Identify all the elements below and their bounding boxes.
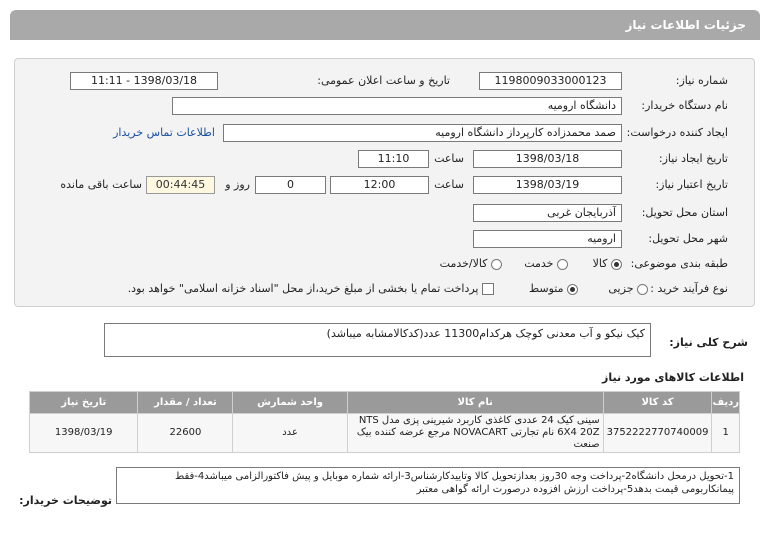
table-header-row — [30, 392, 740, 414]
process-option-minor[interactable]: جزیی — [608, 281, 648, 297]
column-header-date: تاریخ نیاز — [30, 392, 138, 414]
cell-code: 3752222770740009 — [603, 414, 712, 453]
remaining-time-counter: 00:44:45 — [146, 176, 215, 194]
province-field[interactable]: آذربایجان غربی — [473, 204, 622, 222]
created-time-field[interactable]: 11:10 — [358, 150, 429, 168]
valid-date-field[interactable]: 1398/03/19 — [473, 176, 622, 194]
created-time-label: ساعت — [434, 152, 464, 165]
need-number-label: شماره نیاز: — [675, 74, 728, 87]
column-header-unit: واحد شمارش — [233, 392, 347, 414]
page-title: جزئیات اطلاعات نیاز — [10, 10, 760, 40]
category-option-goods-service[interactable]: کالا/خدمت — [440, 256, 502, 272]
buyer-notes-label: توضیحات خریدار: — [19, 494, 112, 507]
checkbox-icon[interactable] — [482, 283, 494, 295]
radio-icon[interactable] — [637, 284, 648, 295]
column-header-quantity: تعداد / مقدار — [138, 392, 233, 414]
announce-date-field[interactable]: 1398/03/18 - 11:11 — [70, 72, 218, 90]
province-label: استان محل تحویل: — [641, 206, 728, 219]
radio-icon[interactable] — [491, 259, 502, 270]
requester-label: ایجاد کننده درخواست: — [626, 126, 728, 139]
cell-index: 1 — [712, 414, 740, 453]
valid-time-label: ساعت — [434, 178, 464, 191]
city-field[interactable]: ارومیه — [473, 230, 622, 248]
need-number-field[interactable]: 1198009033000123 — [479, 72, 622, 90]
created-date-field[interactable]: 1398/03/18 — [473, 150, 622, 168]
buyer-org-label: نام دستگاه خریدار: — [641, 99, 728, 112]
valid-time-field[interactable]: 12:00 — [330, 176, 429, 194]
created-date-label: تاریخ ایجاد نیاز: — [658, 152, 728, 165]
items-table — [29, 391, 740, 453]
remaining-time-label: ساعت باقی مانده — [60, 178, 142, 191]
radio-selected-icon[interactable] — [567, 284, 578, 295]
summary-label: شرح کلی نیاز: — [669, 336, 748, 349]
buyer-org-field[interactable]: دانشگاه ارومیه — [172, 97, 622, 115]
column-header-index: ردیف — [712, 392, 740, 414]
buyer-contact-link[interactable]: اطلاعات تماس خریدار — [113, 126, 215, 139]
city-label: شهر محل تحویل: — [648, 232, 728, 245]
table-row — [30, 414, 740, 453]
buyer-notes-text: 1-تحویل درمحل دانشگاه2-پرداخت وجه 30روز بعدازتحویل کالا وتاییدکارشناس3-ارائه شماره موبایل و پیش فاکتورالزامی میباشد4-فقط پیمانکاربومی قیمت بدهد5-پرداخت ارزش افزوده درصورت ارائه گواهی معتبر — [116, 467, 740, 504]
summary-text: کیک نیکو و آب معدنی کوچک هرکدام11300 عدد(کدکالامشابه میباشد) — [104, 323, 651, 357]
treasury-payment-option[interactable]: پرداخت تمام یا بخشی از مبلغ خرید،از محل "اسناد خزانه اسلامی" خواهد بود. — [128, 281, 494, 297]
cell-date: 1398/03/19 — [30, 414, 138, 453]
items-section-title: اطلاعات کالاهای مورد نیاز — [602, 371, 744, 384]
column-header-code: کد کالا — [603, 392, 712, 414]
requester-field[interactable]: صمد محمدزاده کارپرداز دانشگاه ارومیه — [223, 124, 622, 142]
radio-icon[interactable] — [557, 259, 568, 270]
cell-unit: عدد — [233, 414, 347, 453]
announce-date-label: تاریخ و ساعت اعلان عمومی: — [317, 74, 450, 87]
cell-quantity: 22600 — [138, 414, 233, 453]
valid-date-label: تاریخ اعتبار نیاز: — [655, 178, 728, 191]
category-option-goods[interactable]: کالا — [593, 256, 622, 272]
radio-selected-icon[interactable] — [611, 259, 622, 270]
remaining-days-field[interactable]: 0 — [255, 176, 326, 194]
category-label: طبقه بندی موضوعی: — [630, 257, 728, 270]
process-type-label: نوع فرآیند خرید : — [650, 282, 728, 295]
column-header-name: نام کالا — [347, 392, 603, 414]
cell-name: سینی کیک 24 عددی کاغذی کاربرد شیرینی پزی مدل NTS 6X4 20Z نام تجارتی NOVACART مرجع عرضه کننده بیک صنعت — [347, 414, 603, 453]
category-option-service[interactable]: خدمت — [524, 256, 568, 272]
remaining-days-label: روز و — [225, 178, 250, 191]
process-option-medium[interactable]: متوسط — [529, 281, 578, 297]
